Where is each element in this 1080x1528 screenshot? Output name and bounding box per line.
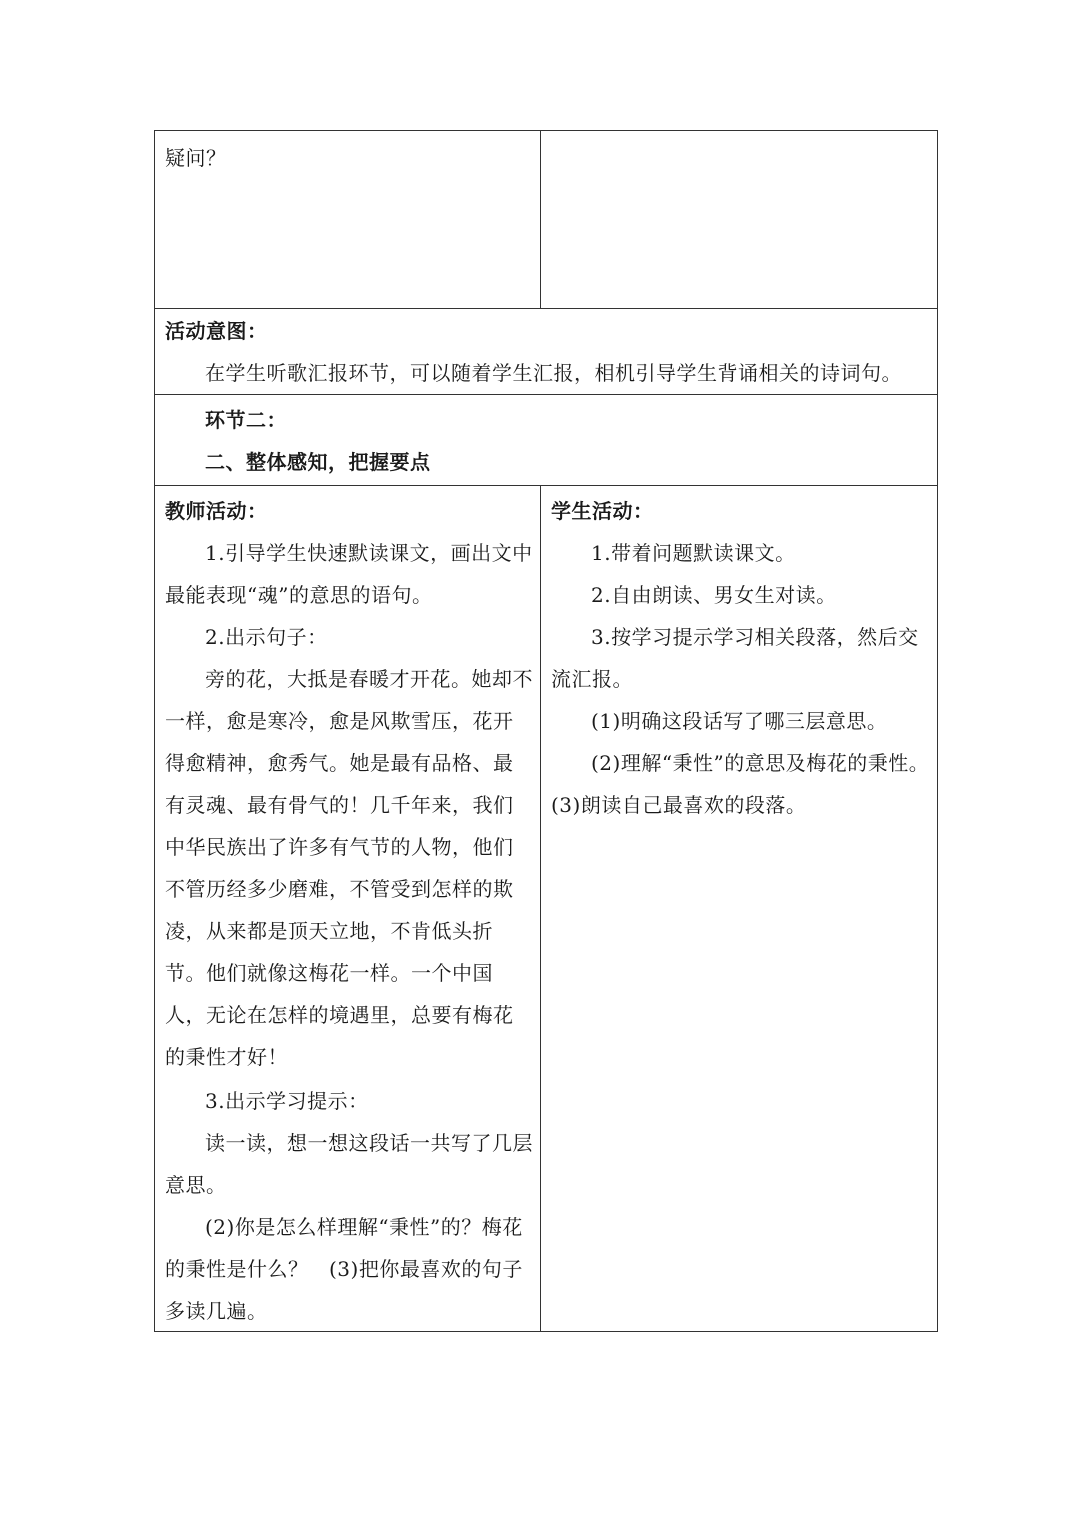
student-activity-heading: 学生活动： bbox=[551, 499, 654, 523]
question-text: 疑问？ bbox=[165, 146, 227, 170]
student-step-1: 1.带着问题默读课文。 bbox=[591, 541, 796, 565]
activity-intent-heading: 活动意图： bbox=[165, 319, 268, 343]
teacher-step-3: 3.出示学习提示： bbox=[205, 1089, 369, 1113]
study-prompt: 读一读，想一想这段话一共写了几层意思。 bbox=[165, 1131, 533, 1197]
column-divider bbox=[540, 486, 541, 1331]
student-activity-cell bbox=[551, 490, 931, 826]
student-substep-2-3: (2)理解“秉性”的意思及梅花的秉性。(3)朗读自己最喜欢的段落。 bbox=[551, 751, 930, 817]
question-cell bbox=[165, 137, 535, 179]
column-divider bbox=[540, 131, 541, 309]
row-activities bbox=[155, 486, 937, 1331]
teacher-activity-cell bbox=[165, 490, 533, 1332]
row-section-header bbox=[155, 395, 937, 486]
row-activity-intent bbox=[155, 309, 937, 395]
student-substep-1: (1)明确这段话写了哪三层意思。 bbox=[591, 709, 888, 733]
teacher-step-1: 1.引导学生快速默读课文，画出文中最能表现“魂”的意思的语句。 bbox=[165, 541, 533, 607]
section-label: 环节二： bbox=[205, 408, 287, 432]
teacher-step-2: 2.出示句子： bbox=[205, 625, 328, 649]
study-prompt-questions: (2)你是怎么样理解“秉性”的？梅花的秉性是什么？ (3)把你最喜欢的句子多读几遍。 bbox=[165, 1215, 523, 1323]
activity-intent-body: 在学生听歌汇报环节，可以随着学生汇报，相机引导学生背诵相关的诗词句。 bbox=[205, 361, 902, 385]
section-title: 二、整体感知，把握要点 bbox=[205, 450, 431, 474]
teacher-activity-heading: 教师活动： bbox=[165, 499, 268, 523]
activity-intent-cell bbox=[165, 310, 931, 394]
row-question bbox=[155, 131, 937, 309]
student-step-3: 3.按学习提示学习相关段落，然后交流汇报。 bbox=[551, 625, 919, 691]
section-header-cell bbox=[165, 399, 931, 483]
quoted-passage: 旁的花，大抵是春暖才开花。她却不一样，愈是寒冷，愈是风欺雪压，花开得愈精神，愈秀气。她是最有品格、最有灵魂、最有骨气的！几千年来，我们中华民族出了许多有气节的人物，他们不管历经多少磨难，不管受到怎样的欺凌，从来都是顶天立地，不肯低头折节。他们就像这梅花一样。一个中国人，无论在怎样的境遇里，总要有梅花的秉性才好！ bbox=[165, 667, 533, 1069]
student-step-2: 2.自由朗读、男女生对读。 bbox=[591, 583, 837, 607]
lesson-plan-table bbox=[154, 130, 938, 1332]
